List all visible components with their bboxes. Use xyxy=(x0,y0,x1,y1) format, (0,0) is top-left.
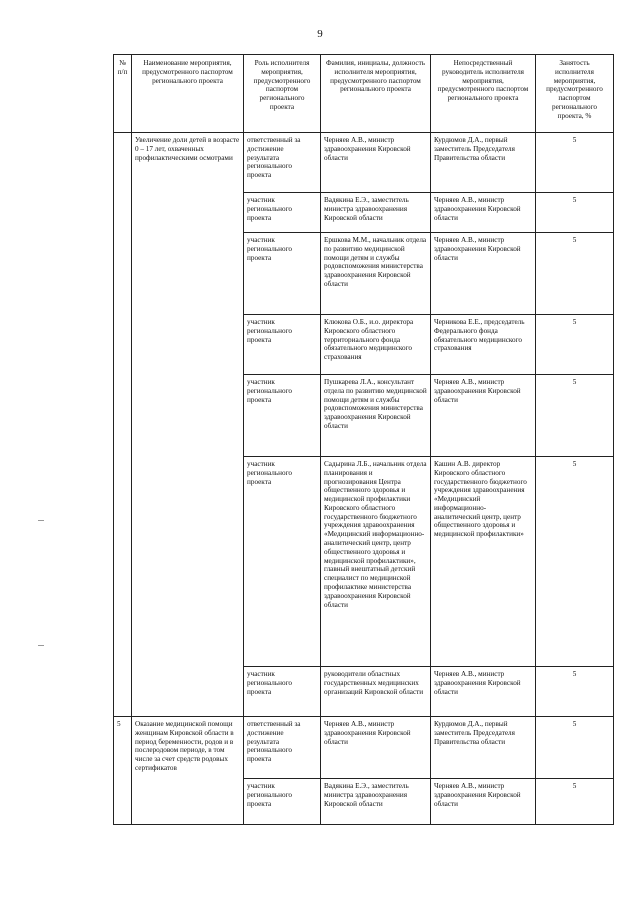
table-row xyxy=(114,133,614,193)
page-number: 9 xyxy=(317,28,323,40)
row-executor: руководители областных государственных медицинских организаций Кировской области xyxy=(321,667,431,717)
row-load: 5 xyxy=(536,315,614,375)
group-name: Увеличение доли детей в возрасте 0 – 17 лет, охваченных профилактическими осмотрами xyxy=(132,133,244,717)
row-supervisor: Черникова Е.Е., председатель Федерального фонда обязательного медицинского страхования xyxy=(431,315,536,375)
responsibility-table xyxy=(113,54,614,825)
row-supervisor: Черняев А.В., министр здравоохранения Кировской области xyxy=(431,375,536,457)
header-role: Роль исполнителя мероприятия, предусмотренного паспортом регионального проекта xyxy=(244,55,321,133)
row-role: участник регионального проекта xyxy=(244,375,321,457)
row-supervisor: Черняев А.В., министр здравоохранения Кировской области xyxy=(431,233,536,315)
header-name: Наименование мероприятия, предусмотренного паспортом регионального проекта xyxy=(132,55,244,133)
row-executor: Черняев А.В., министр здравоохранения Кировской области xyxy=(321,133,431,193)
row-load: 5 xyxy=(536,375,614,457)
header-executor: Фамилия, инициалы, должность исполнителя мероприятия, предусмотренного паспортом регионального проекта xyxy=(321,55,431,133)
row-executor: Клюкова О.Б., и.о. директора Кировского областного территориального фонда обязательного медицинского страхования xyxy=(321,315,431,375)
row-executor: Черняев А.В., министр здравоохранения Кировской области xyxy=(321,717,431,779)
margin-mark xyxy=(38,645,44,646)
margin-mark xyxy=(38,520,44,521)
row-role: участник регионального проекта xyxy=(244,457,321,667)
header-load: Занятость исполнителя мероприятия, предусмотренного паспортом регионального проекта, % xyxy=(536,55,614,133)
header-supervisor: Непосредственный руководитель исполнителя мероприятия, предусмотренного паспортом регионального проекта xyxy=(431,55,536,133)
row-executor: Вадякина Е.Э., заместитель министра здравоохранения Кировской области xyxy=(321,193,431,233)
row-supervisor: Кашин А.В. директор Кировского областного государственного бюджетного учреждения здравоохранения «Медицинский информационно-аналитический центр, центр общественного здоровья и медицинской профилактики» xyxy=(431,457,536,667)
group-name: Оказание медицинской помощи женщинам Кировской области в период беременности, родов и в послеродовом периоде, в том числе за счет средств родовых сертификатов xyxy=(132,717,244,825)
row-role: ответственный за достижение результата регионального проекта xyxy=(244,717,321,779)
row-role: участник регионального проекта xyxy=(244,667,321,717)
row-load: 5 xyxy=(536,133,614,193)
row-load: 5 xyxy=(536,457,614,667)
header-num: № п/п xyxy=(114,55,132,133)
row-executor: Ершкова М.М., начальник отдела по развитию медицинской помощи детям и службы родовспоможения министерства здравоохранения Кировской области xyxy=(321,233,431,315)
row-executor: Вадякина Е.Э., заместитель министра здравоохранения Кировской области xyxy=(321,779,431,825)
group-number xyxy=(114,133,132,717)
table-row xyxy=(114,717,614,779)
row-load: 5 xyxy=(536,193,614,233)
row-role: участник регионального проекта xyxy=(244,779,321,825)
row-supervisor: Курдюмов Д.А., первый заместитель Председателя Правительства области xyxy=(431,133,536,193)
row-supervisor: Черняев А.В., министр здравоохранения Кировской области xyxy=(431,779,536,825)
row-role: участник регионального проекта xyxy=(244,233,321,315)
row-supervisor: Курдюмов Д.А., первый заместитель Председателя Правительства области xyxy=(431,717,536,779)
table-header-row xyxy=(114,55,614,133)
row-supervisor: Черняев А.В., министр здравоохранения Кировской области xyxy=(431,667,536,717)
row-role: участник регионального проекта xyxy=(244,315,321,375)
row-load: 5 xyxy=(536,233,614,315)
row-load: 5 xyxy=(536,717,614,779)
row-load: 5 xyxy=(536,779,614,825)
group-number: 5 xyxy=(114,717,132,825)
row-executor: Садырина Л.Б., начальник отдела планирования и прогнозирования Центра общественного здоровья и медицинской профилактики Кировского областного государственного бюджетного учреждения здравоохранения «Медицинский информационно-аналитический центр, центр общественного здоровья и медицинской профилактики», главный внештатный детский специалист по медицинской профилактике министерства здравоохранения Кировской области xyxy=(321,457,431,667)
row-supervisor: Черняев А.В., министр здравоохранения Кировской области xyxy=(431,193,536,233)
row-role: ответственный за достижение результата регионального проекта xyxy=(244,133,321,193)
row-executor: Пушкарева Л.А., консультант отдела по развитию медицинской помощи детям и службы родовспоможения министерства здравоохранения Кировской области xyxy=(321,375,431,457)
row-load: 5 xyxy=(536,667,614,717)
row-role: участник регионального проекта xyxy=(244,193,321,233)
